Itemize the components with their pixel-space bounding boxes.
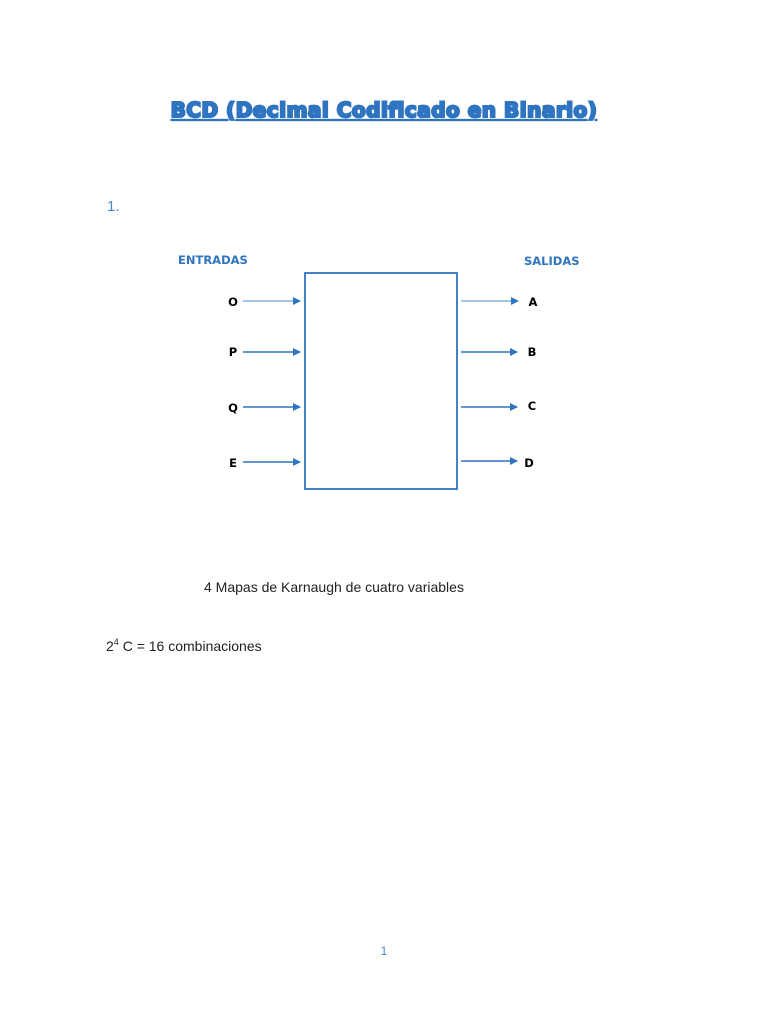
formula-exponent: 4 <box>113 637 119 647</box>
page-number: 1 <box>380 944 388 958</box>
input-label-q: Q <box>228 401 238 415</box>
input-label-o: O <box>228 295 238 309</box>
input-label-p: P <box>228 345 238 359</box>
output-label-c: C <box>527 399 537 413</box>
list-item-number: 1. <box>107 198 120 215</box>
output-label-b: B <box>527 345 537 359</box>
outputs-heading: SALIDAS <box>524 254 580 268</box>
output-label-d: D <box>524 456 534 470</box>
combinations-formula <box>106 638 262 654</box>
inputs-heading: ENTRADAS <box>178 253 248 267</box>
input-label-e: E <box>229 456 237 470</box>
formula-base: 2 <box>106 638 114 654</box>
formula-text: C = 16 combinaciones <box>118 638 262 654</box>
logic-block <box>305 273 457 489</box>
output-label-a: A <box>528 295 538 309</box>
document-title: BCD (Decimal Codificado en Binario) <box>170 98 598 122</box>
karnaugh-caption: 4 Mapas de Karnaugh de cuatro variables <box>204 579 464 595</box>
